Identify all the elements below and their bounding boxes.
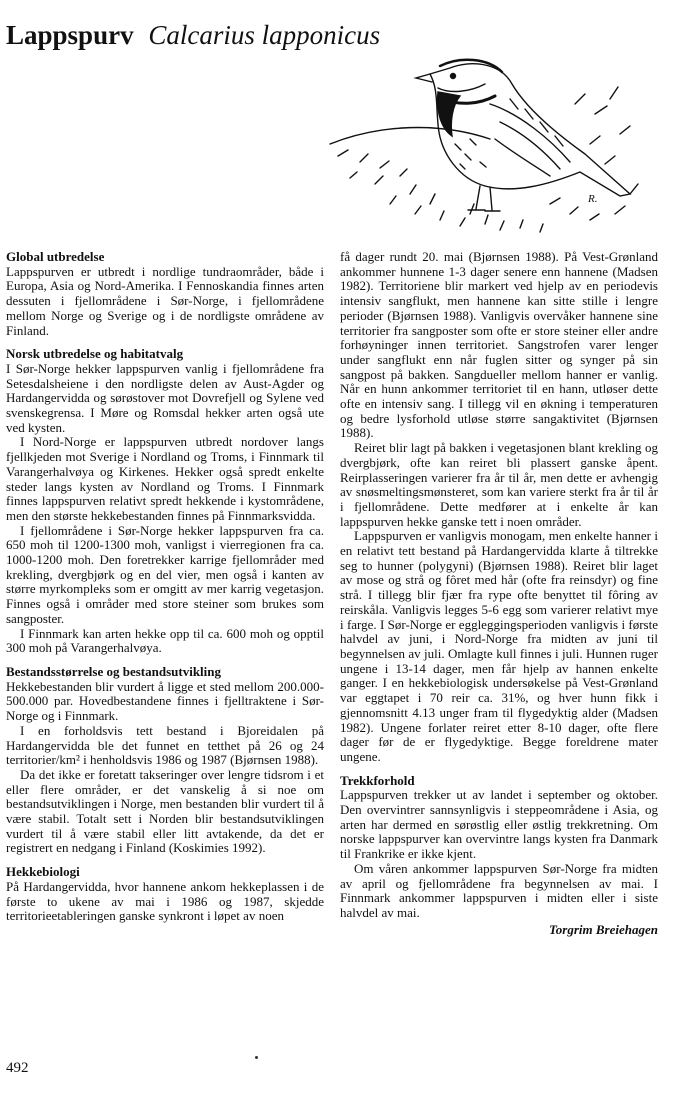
section-norwegian-distribution bbox=[6, 347, 324, 656]
paragraph: Hekkebestanden blir vurdert å ligge et sted mellom 200.000-500.000 par. Hovedbestandene finnes i fjelltraktene i Sør-Norge og i Finnmark. bbox=[6, 678, 324, 724]
title-norwegian-name: Lappspurv bbox=[6, 20, 134, 50]
paragraph: Om våren ankommer lappspurven Sør-Norge fra midten av april og fjellområdene fra begynnelsen av mai. I Finnmark ankommer lappspurven i midten eller i siste halvdel av mai. bbox=[340, 860, 658, 920]
paragraph: Lappspurven er utbredt i nordlige tundraområder, både i Europa, Asia og Nord-Amerika. I Fennoskandia finnes arten dessuten i fjellområdene i Sør-Norge, i fjellområdene mellom Norge og Sverige og i de nordligste områdene av Finland. bbox=[6, 263, 324, 338]
paragraph: Reiret blir lagt på bakken i vegetasjonen blant krekling og dvergbjørk, ofte kan reiret bli plassert ganske åpent. Reirplasseringen varierer fra år til år, men dette er avhengig av snøsmeltingsmønsteret, som kan variere sterkt fra år til år i fjellområdene. Dette medfører at i enkelte år kan lappspurven hekke ganske tett i noen områder. bbox=[340, 440, 658, 529]
section-breeding-biology-continued bbox=[340, 250, 658, 765]
paragraph: Da det ikke er foretatt takseringer over lengre tidsrom i et eller flere områder, er det vanskelig å si noe om bestandsutviklingen i Norge, men bestanden blir vurdert til å være stabil. Totalt sett i Norden blir bestandsutviklingen vurdert til å være stabil eller litt avtakende, da det er registrert en nedgang i Finland (Koskimies 1992). bbox=[6, 766, 324, 856]
paragraph: få dager rundt 20. mai (Bjørnsen 1988). På Vest-Grønland ankommer hunnene 1-3 dager senere enn hannene (Madsen 1982). Territoriene blir markert ved hjelp av en periodevis intensiv sangflukt, men hannene kan sitte stille i lengre perioder (Bjørnsen 1988). Vanligvis overvåker hannene sine territorier fra sangposter som ofte er store steiner eller andre forhøyninger innen territoriet. Sangstrofen varer lenger under sangflukt enn når fuglen sitter og synger på sin sangpost på bakken. Sangdueller mellom hanner er vanlig. Når en hunn ankommer territoriet til en hann, utløser dette ofte en intensiv sang. I tillegg vil en økning i temperaturen og bedre lysforhold utløse større sangaktivitet (Bjørnsen 1988). bbox=[340, 249, 658, 441]
section-migration bbox=[340, 774, 658, 938]
section-heading: Global utbredelse bbox=[6, 249, 105, 264]
right-column bbox=[340, 250, 658, 946]
illustrator-signature: R. bbox=[588, 193, 598, 205]
paragraph: Lappspurven er vanligvis monogam, men enkelte hanner i en relativt tett bestand på Hardangervidda klarte å tiltrekke seg to hunner (polygyni) (Bjørnsen 1988). Reiret blir laget av mose og strå og fôret med hår (ofte fra reinsdyr) og fine strå. I tillegg blir fjær fra rype ofte benyttet til fôring av reirskåla. Vanligvis legges 5-6 egg som varierer relativt mye i farge. I Sør-Norge er eggleggingsperioden vanligvis i første halvdel av juni, i Nord-Norge fra midten av juni til begynnelsen av juli. Omlagte kull finnes i juli. Hunnen ruger ungene i 13-14 dager, men får hjelp av hannen enkelte ganger. I en hekkebiologisk undersøkelse på Vest-Grønland var eggtapet i 70 reir ca. 31%, og hver hunn fikk i gjennomsnitt 4.13 unger fram til flygedyktig alder (Madsen 1982). Ungene forlater reiret etter 8-10 dager, ofte flere dager før de er flygedyktige. Begge foreldrene mater ungene. bbox=[340, 528, 658, 764]
paragraph: I Sør-Norge hekker lappspurven vanlig i fjellområdene fra Setesdalsheiene i den nordligste delen av Aust-Agder og Hardangervidda og sørøstover mot Dovrefjell og Sylene ved svenskegrensa. I Møre og Romsdal hekker arten også ute ved kysten. bbox=[6, 360, 324, 435]
paragraph: Lappspurven trekker ut av landet i september og oktober. Den overvintrer sannsynligvis i steppeområdene i Asia, og arten har dermed en sørøstlig eller østlig trekkretning. Om norske lappspurver kan overvintre langs kysten fra Danmark til Frankrike er ikke kjent. bbox=[340, 787, 658, 862]
paragraph: I fjellområdene i Sør-Norge hekker lappspurven fra ca. 650 moh til 1200-1300 moh, vanligst i vierregionen fra ca. 1000-1200 moh. Den foretrekker karrige fjellområder med krekling, dvergbjørk og en del vier, men også i kanten av større myrkompleks som er omgitt av mer karrig vegetasjon. Finnes også i områder med store steiner som brukes som sangposter. bbox=[6, 522, 324, 626]
page-number: 492 bbox=[6, 1060, 29, 1076]
print-speck bbox=[255, 1056, 258, 1059]
section-heading: Trekkforhold bbox=[340, 772, 415, 788]
section-heading: Bestandsstørrelse og bestandsutvikling bbox=[6, 663, 222, 679]
paragraph: I Nord-Norge er lappspurven utbredt nordover langs fjellkjeden mot Sverige i Nordland og Troms, i Finnmark til Varangerhalvøya og Kirkenes. Hekker også spredt enkelte steder langs kysten av Nordland og Troms. I Finnmark finnes lappspurven relativt spredt hekkende i kystområdene, men den største hekkebestanden finnes på Finnmarksvidda. bbox=[6, 434, 324, 523]
section-population bbox=[6, 665, 324, 856]
section-breeding-biology bbox=[6, 865, 324, 924]
paragraph: I en forholdsvis tett bestand i Bjoreidalen på Hardangervidda ble det funnet en tetthet på 26 og 24 territorier/km² i henholdsvis 1986 og 1987 (Bjørnsen 1988). bbox=[6, 722, 324, 768]
lapland-bunting-drawing-icon bbox=[320, 44, 650, 239]
paragraph: I Finnmark kan arten hekke opp til ca. 600 moh og opptil 300 moh på Varangerhalvøya. bbox=[6, 625, 324, 656]
author-signature: Torgrim Breiehagen bbox=[549, 921, 658, 937]
title-latin-name: Calcarius lapponicus bbox=[148, 20, 381, 50]
paragraph: På Hardangervidda, hvor hannene ankom hekkeplassen i de første to ukene av mai i 1986 og 1987, skjedde territorieetableringen ganske synkront i løpet av noen bbox=[6, 878, 324, 924]
left-column bbox=[6, 250, 324, 933]
section-heading: Hekkebiologi bbox=[6, 864, 80, 880]
section-heading: Norsk utbredelse og habitatvalg bbox=[6, 346, 184, 362]
section-global-distribution bbox=[6, 250, 324, 338]
